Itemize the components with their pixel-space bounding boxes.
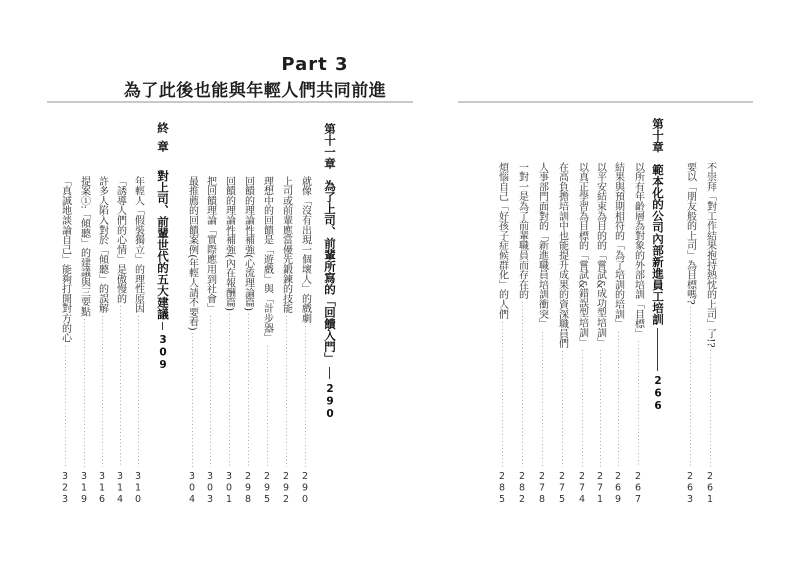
- toc-chapter-entry: [322, 123, 338, 420]
- page-number: 319: [78, 470, 90, 505]
- toc-entry-title: 把回饋理論「實際應用到社會」: [204, 176, 216, 314]
- page-number: 267: [632, 470, 644, 505]
- leader-line: [130, 316, 146, 466]
- toc-entry: [94, 176, 110, 505]
- page-number: 295: [261, 470, 273, 505]
- toc-entry-title: 最推薦的回饋案例(年輕人請不要看): [186, 176, 198, 331]
- toc-entry: [130, 176, 146, 505]
- chapter-label: 第十章: [651, 118, 665, 153]
- leader-line: [322, 367, 338, 379]
- part-title: 為了此後也能與年輕人們共同前進: [123, 81, 387, 101]
- page-number: 290: [299, 470, 311, 505]
- toc-entry-title: 回饋的理論性補強(內在報酬篇): [223, 176, 235, 311]
- toc-entry: [112, 176, 128, 505]
- page-number: 298: [242, 470, 254, 505]
- toc-entry-title: 一對一是為了前輩職員而存在的: [516, 162, 528, 300]
- toc-entry: [297, 176, 313, 505]
- leader-line: [76, 319, 92, 466]
- toc-entry-title: 不崇拜「對工作結果抱持熱忱的上司」了!?: [704, 162, 716, 348]
- toc-entry-title: 年輕人「假裝獨立」的理性原因: [132, 176, 144, 314]
- leader-line: [240, 314, 256, 467]
- page-number: 292: [280, 470, 292, 505]
- page-number: 271: [594, 470, 606, 505]
- toc-entry-title: 要以「朋友般的上司」為目標嗎?: [684, 162, 696, 305]
- leader-line: [57, 346, 73, 467]
- leader-line: [202, 316, 218, 466]
- page-number: 275: [556, 470, 568, 505]
- leader-line: [94, 316, 110, 466]
- page-number: 304: [186, 470, 198, 505]
- leader-line: [184, 333, 200, 466]
- chapter-label: 第十一章: [323, 123, 337, 169]
- toc-entry-title: 煩惱自己「好孩子症候群化」的人們: [496, 162, 508, 319]
- toc-entry-title: 上司或前輩應當優先鍛鍊的技能: [280, 176, 292, 314]
- page-number: 303: [204, 470, 216, 505]
- toc-entry: [240, 176, 256, 505]
- toc-entry-title: 許多人陷入對於「傾聽」的誤解: [96, 176, 108, 314]
- leader-line: [278, 316, 294, 466]
- toc-entry: [202, 176, 218, 505]
- page-number: 316: [96, 470, 108, 505]
- leader-line: [155, 322, 171, 330]
- toc-entry-title: 以平安結束為目的的「嘗試&成功型培訓」: [594, 162, 606, 348]
- page-number: 266: [652, 374, 664, 412]
- toc-entry-title: 「誘導人們的心情」是傲慢的: [114, 176, 126, 304]
- toc-entry: [184, 176, 200, 505]
- page-number: 309: [157, 334, 169, 372]
- toc-entry: [259, 176, 275, 505]
- page-number: 323: [59, 470, 71, 505]
- page-number: 263: [684, 470, 696, 505]
- chapter-title: 範本化的公司內部新進員工培訓: [651, 163, 665, 325]
- toc-entry-title: 結果與預期相符的「為了培訓的培訓」: [612, 162, 624, 329]
- toc-entry-title: 回饋的理論性補強(心流理論篇): [242, 176, 254, 311]
- leader-line: [297, 326, 313, 466]
- page-number: 314: [114, 470, 126, 505]
- toc-entry: [57, 176, 73, 505]
- toc-entry: [221, 176, 237, 505]
- toc-chapter-entry: [155, 122, 171, 372]
- toc-entry: [76, 176, 92, 505]
- part-label: Part 3: [281, 54, 349, 75]
- header-rule-right: [458, 101, 753, 103]
- toc-entry-title: 在高負擔培訓中也能提升成果的資深職員們: [556, 162, 568, 349]
- toc-entry-title: 提案①:「傾聽」的建議與三要點: [78, 176, 90, 317]
- page-number: 301: [223, 470, 235, 505]
- toc-entry-title: 「真誠地談論自己」能夠打開對方的心: [59, 176, 71, 343]
- toc-entry: [278, 176, 294, 505]
- toc-entry-title: 人事部門面對的「新進職員培訓衝突」: [536, 162, 548, 329]
- leader-line: [259, 346, 275, 467]
- toc-entry-title: 以真正學習為目標的「嘗試&錯誤型培訓」: [576, 162, 588, 348]
- leader-line: [221, 314, 237, 467]
- page-number: 285: [496, 470, 508, 505]
- toc-entry-title: 理想中的回饋是「遊戲」與「計步器」: [261, 176, 273, 343]
- page-number: 269: [612, 470, 624, 505]
- page-number: 274: [576, 470, 588, 505]
- toc-entry-title: 就像「沒有出現一個壞人」的戲劇: [299, 176, 311, 324]
- toc-entry-title: 以所有年齡層為對象的外部培訓「目標」: [632, 162, 644, 339]
- chapter-title: 對上司、前輩世代的五大建議: [156, 169, 170, 320]
- chapter-label: 終章: [156, 122, 170, 159]
- chapter-title: 為了上司、前輩所寫的「回饋入門」: [323, 180, 337, 364]
- page-number: 261: [704, 470, 716, 505]
- page-number: 310: [132, 470, 144, 505]
- leader-line: [112, 306, 128, 466]
- page-number: 278: [536, 470, 548, 505]
- page-number: 282: [516, 470, 528, 505]
- header-rule-left: [47, 101, 413, 103]
- page-number: 290: [324, 382, 336, 420]
